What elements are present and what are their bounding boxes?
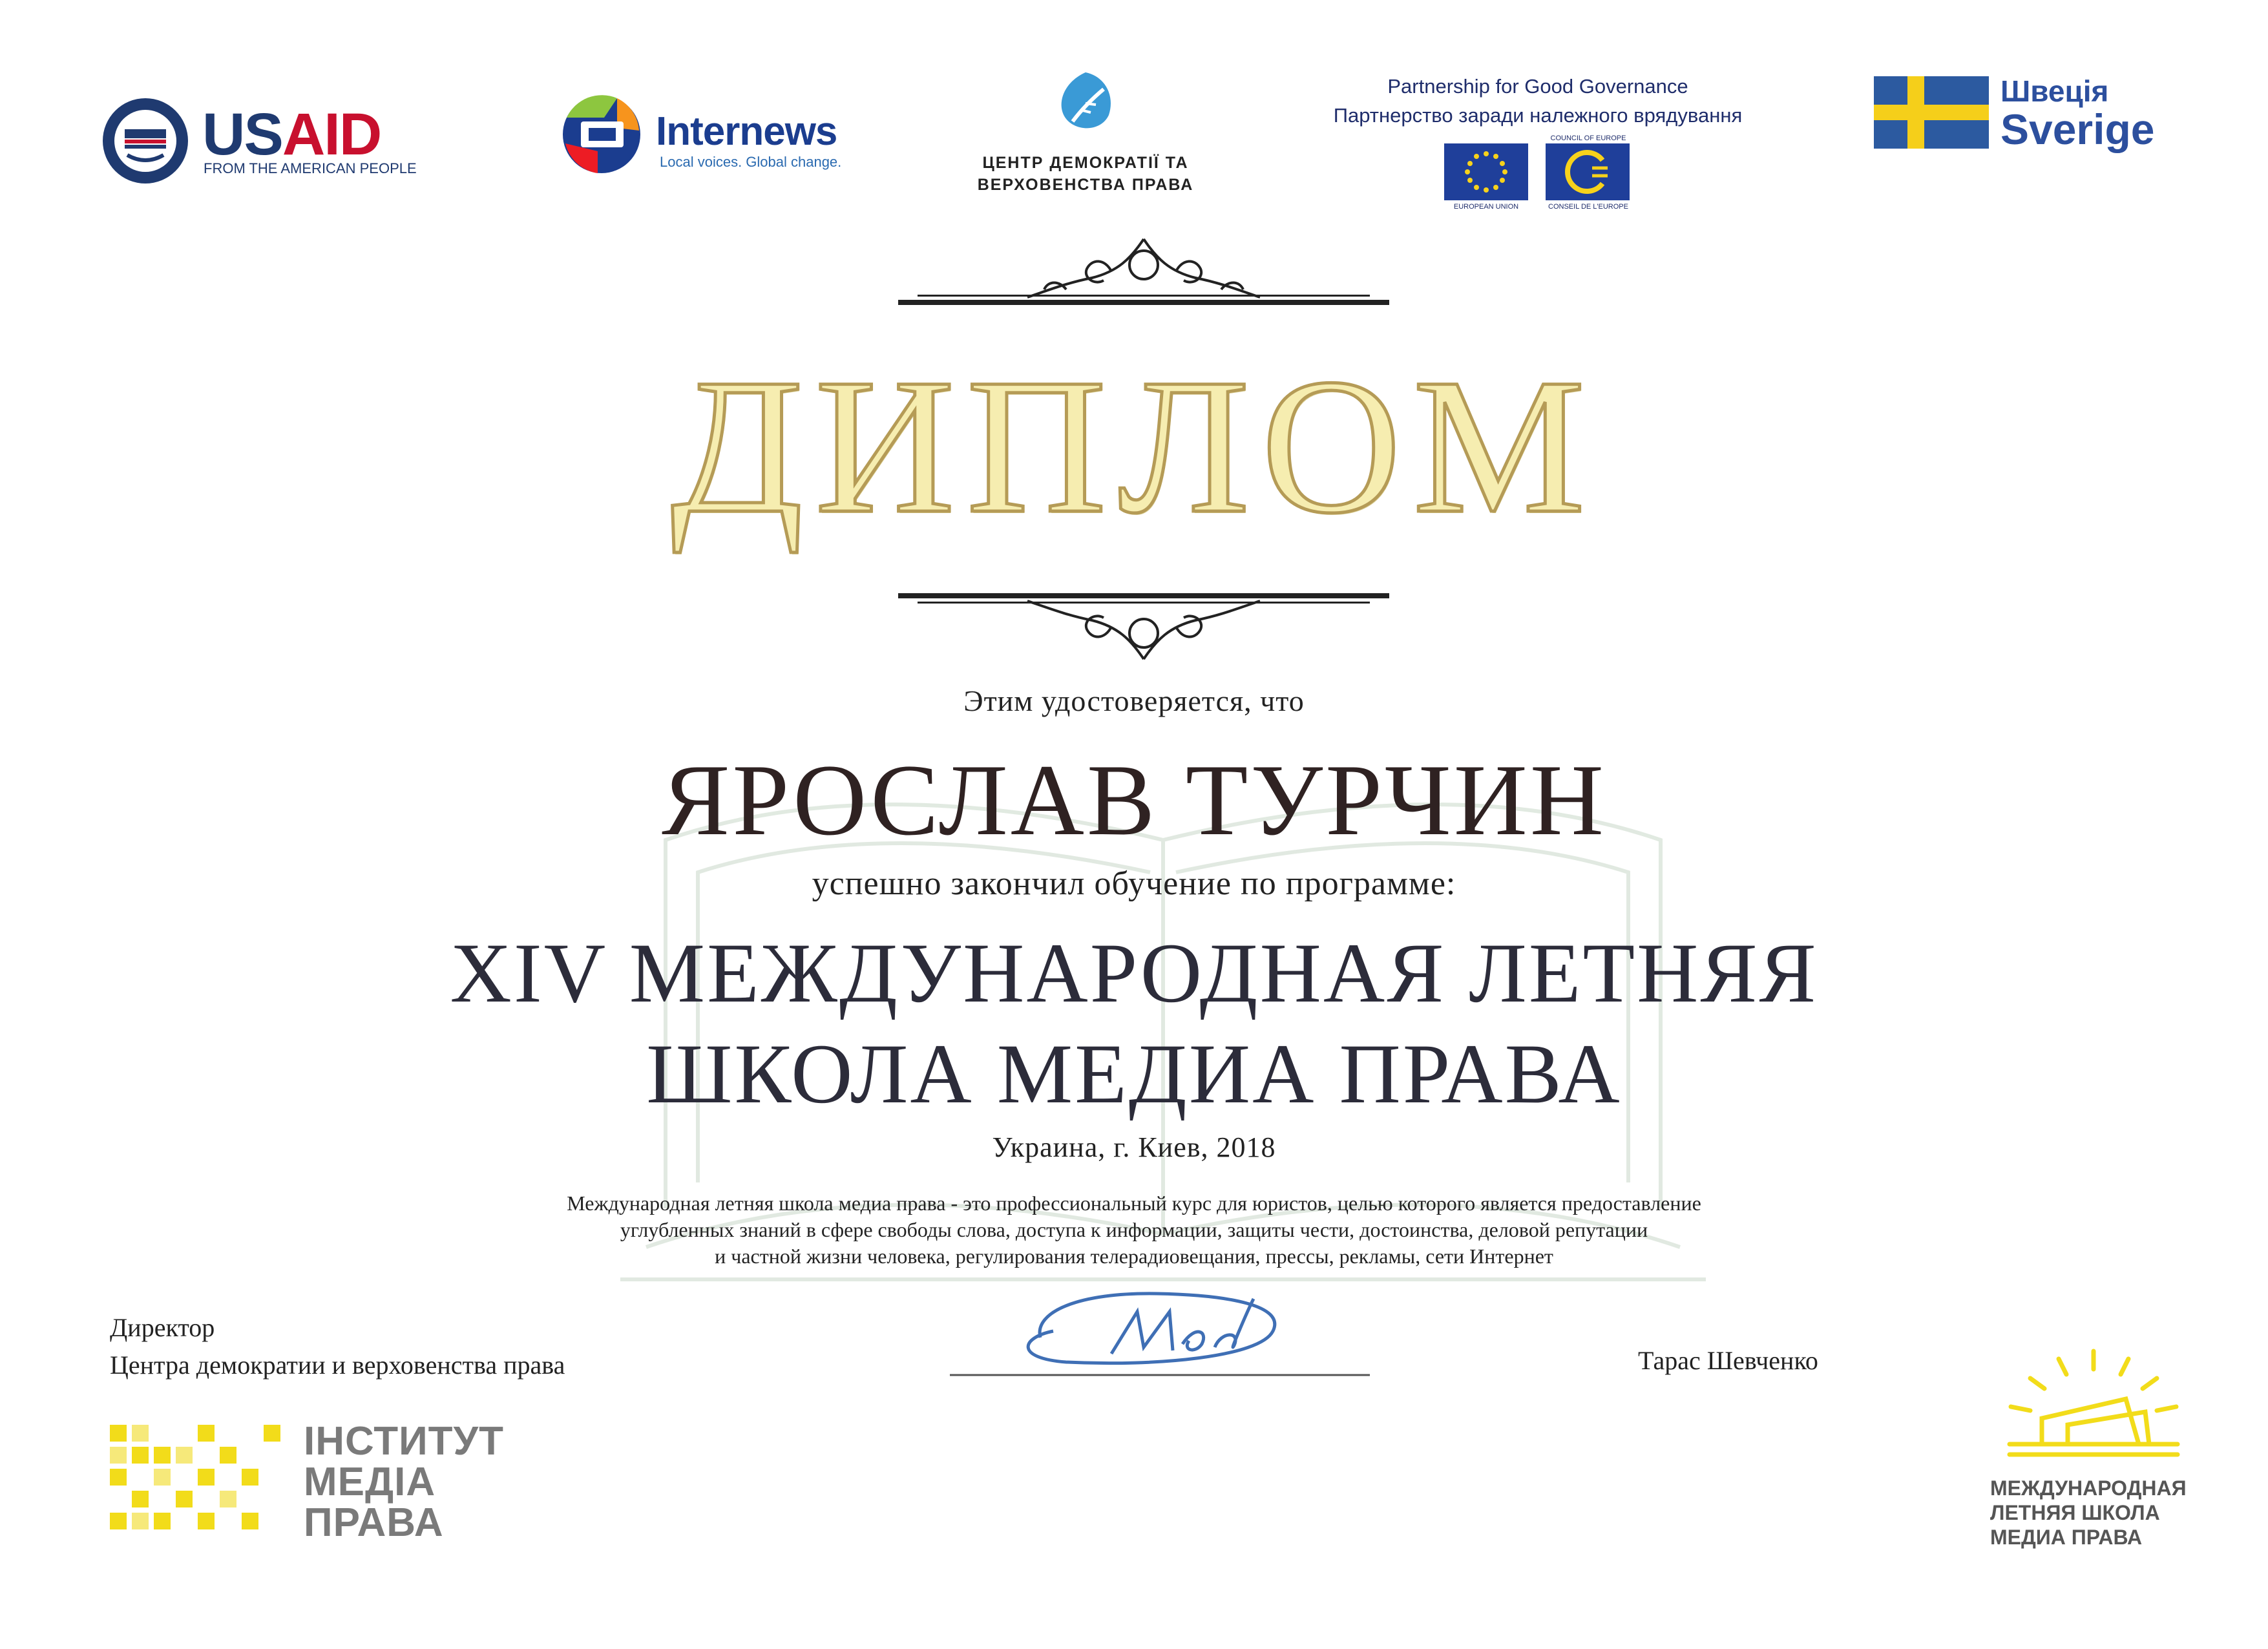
usaid-logo [100, 96, 423, 186]
school-name [1990, 1476, 2197, 1549]
cdvp-line1: ЦЕНТР ДЕМОКРАТІЇ ТА [982, 154, 1189, 172]
program-description [0, 1190, 2268, 1270]
school-line1: МЕЖДУНАРОДНАЯ [1990, 1476, 2187, 1500]
place-date: Украина, г. Киев, 2018 [992, 1131, 1276, 1163]
institute-logo [110, 1419, 562, 1546]
top-ornament [898, 233, 1389, 310]
pixel-mark [198, 1513, 215, 1529]
pixel-mark [132, 1513, 149, 1529]
bottom-ornament [898, 588, 1389, 666]
recipient-name: ЯРОСЛАВ ТУРЧИН [662, 744, 1606, 857]
pgg-line1: Partnership for Good Governance [1387, 75, 1688, 98]
pixel-mark [198, 1469, 215, 1486]
pixel-mark [154, 1469, 171, 1486]
completion-text: успешно закончил обучение по программе: [812, 865, 1456, 902]
sweden-logo [1874, 76, 2171, 160]
coe-label: CONSEIL DE L'EUROPE [1548, 203, 1628, 211]
program-line1: XIV МЕЖДУНАРОДНАЯ ЛЕТНЯЯ [450, 925, 1818, 1020]
description-line: и частной жизни человека, регулирования телерадиовещания, прессы, рекламы, сети Интернет [715, 1244, 1553, 1268]
internews-mark-icon [559, 92, 644, 177]
signatory-name: Тарас Шевченко [1638, 1346, 1818, 1375]
pixel-mark [154, 1513, 171, 1529]
institute-line2: МЕДІА [304, 1460, 436, 1505]
usaid-us: US [202, 101, 282, 167]
pixel-mark [110, 1513, 127, 1529]
eu-label: EUROPEAN UNION [1453, 203, 1519, 211]
internews-logo [559, 89, 850, 180]
coe-top-label: COUNCIL OF EUROPE [1550, 134, 1626, 142]
program-title [0, 923, 2268, 1124]
intro-text: Этим удостоверяется, что [963, 684, 1305, 717]
institute-name [304, 1421, 504, 1544]
school-line3: МЕДИА ПРАВА [1990, 1525, 2143, 1549]
pixel-mark [176, 1447, 193, 1464]
description-line: углубленных знаний в сфере свободы слова, доступа к информации, защиты чести, достоинства, деловой репутации [620, 1217, 1648, 1241]
usaid-tagline: FROM THE AMERICAN PEOPLE [204, 160, 417, 176]
internews-tagline: Local voices. Global change. [660, 154, 842, 170]
summer-school-logo [1990, 1347, 2197, 1554]
cdvp-line2: ВЕРХОВЕНСТВА ПРАВА [977, 175, 1194, 194]
pixel-mark [110, 1425, 127, 1442]
sun-book-icon [1997, 1347, 2190, 1460]
pixel-mark [132, 1447, 149, 1464]
pixel-mark [198, 1425, 215, 1442]
eu-flag-icon [1444, 143, 1528, 200]
usaid-aid: AID [282, 101, 381, 167]
signature [950, 1286, 1376, 1383]
pixel-mark [242, 1513, 258, 1529]
cdvp-logo [956, 70, 1215, 199]
institute-line1: ІНСТИТУТ [304, 1419, 504, 1464]
pixel-mark [110, 1447, 127, 1464]
diploma-title: ДИПЛОМ [671, 339, 1597, 553]
feather-icon [1053, 70, 1118, 134]
pixel-mark [176, 1491, 193, 1507]
internews-name: Internews [656, 109, 837, 154]
program-line2: ШКОЛА МЕДИА ПРАВА [646, 1025, 1622, 1121]
pixel-mark [220, 1491, 236, 1507]
signatory-role-line2: Центра демократии и верховенства права [110, 1350, 565, 1380]
pgg-titles [1305, 72, 1770, 131]
usaid-wordmark [202, 101, 381, 167]
coe-flag-icon [1546, 143, 1630, 200]
description-line: Международная летняя школа медиа права - это профессиональный курс для юристов, целью которого является предоставление [567, 1192, 1701, 1215]
sweden-flag-icon [1874, 76, 1989, 149]
pixel-mark [154, 1447, 171, 1464]
pixel-mark [220, 1447, 236, 1464]
signatory-role-line1: Директор [110, 1313, 215, 1342]
institute-line3: ПРАВА [304, 1500, 444, 1546]
usaid-seal-icon [100, 96, 191, 186]
pixel-mark [132, 1425, 149, 1442]
cdvp-name [956, 152, 1215, 196]
pgg-logo [1305, 72, 1770, 221]
sweden-line1: Швеція [2000, 74, 2109, 108]
pixel-mark [264, 1425, 280, 1442]
pgg-line2: Партнерство заради належного врядування [1333, 103, 1743, 127]
pixel-mark [242, 1469, 258, 1486]
school-line2: ЛЕТНЯЯ ШКОЛА [1990, 1500, 2160, 1524]
signatory-role [110, 1309, 565, 1384]
pixel-mark [132, 1491, 149, 1507]
sweden-line2: Sverige [2000, 105, 2155, 153]
pixel-mark [110, 1469, 127, 1486]
